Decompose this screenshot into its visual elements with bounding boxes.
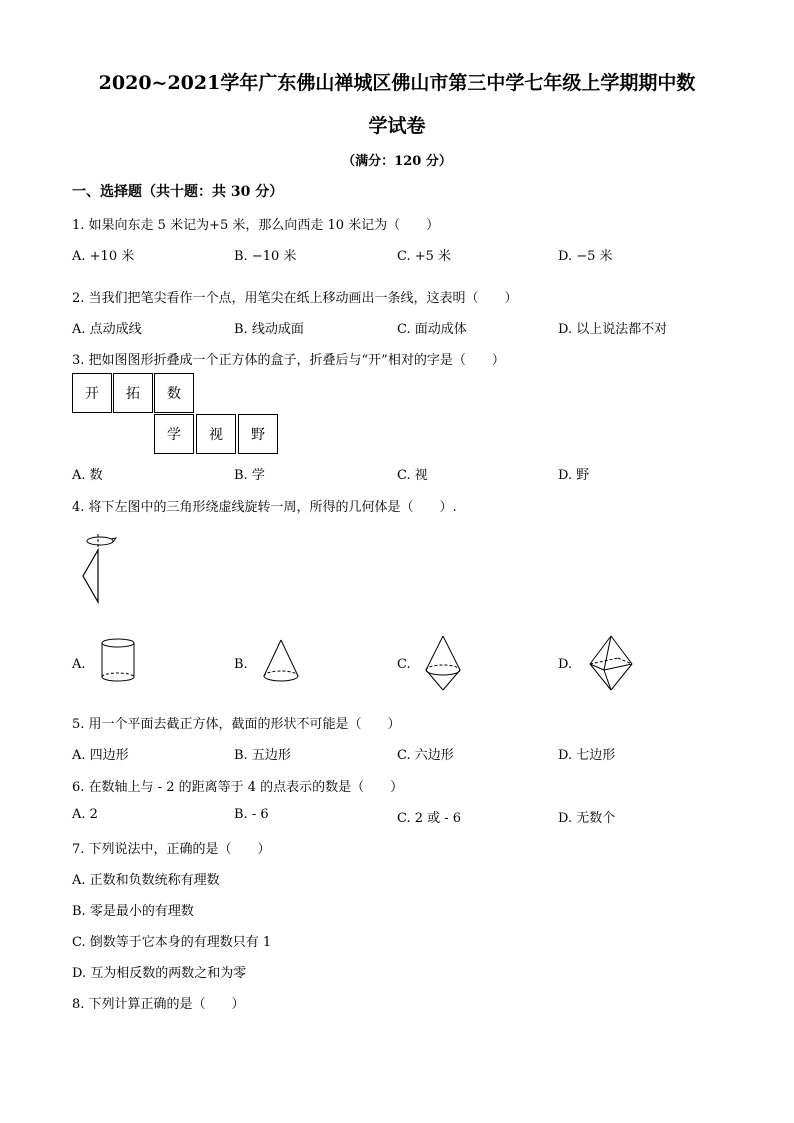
q4-option-c-label[interactable]: C.: [397, 657, 411, 672]
q2-option-b[interactable]: B. 线动成面: [234, 322, 304, 337]
title-line-2: 学试卷: [368, 115, 426, 137]
score-note: （满分：120 分）: [342, 154, 452, 169]
net-cell-6: 野: [238, 414, 278, 454]
question-6-stem: 6. 在数轴上与 - 2 的距离等于 4 的点表示的数是（ ）: [72, 780, 404, 795]
net-cell-1: 开: [72, 373, 112, 413]
net-cell-4: 学: [154, 414, 194, 454]
question-3-stem: 3. 把如图图形折叠成一个正方体的盒子，折叠后与“开”相对的字是（ ）: [72, 353, 505, 368]
q2-option-c[interactable]: C. 面动成体: [397, 322, 467, 337]
question-1-stem: 1. 如果向东走 5 米记为+5 米，那么向西走 10 米记为（ ）: [72, 218, 440, 233]
q5-option-a[interactable]: A. 四边形: [72, 748, 129, 763]
double-cone-icon[interactable]: [424, 634, 462, 692]
q3-option-a[interactable]: A. 数: [72, 468, 103, 483]
rotating-triangle-figure: [80, 532, 130, 607]
q6-option-c[interactable]: C. 2 或 - 6: [397, 811, 462, 826]
title-line-1: 2020~2021学年广东佛山禅城区佛山市第三中学七年级上学期期中数: [98, 72, 696, 94]
net-cell-3: 数: [154, 373, 194, 413]
q1-option-d[interactable]: D. −5 米: [558, 249, 613, 264]
question-5-stem: 5. 用一个平面去截正方体，截面的形状不可能是（ ）: [72, 717, 401, 732]
net-cell-5: 视: [196, 414, 236, 454]
question-4-stem: 4. 将下左图中的三角形绕虚线旋转一周，所得的几何体是（ ）.: [72, 500, 457, 515]
q4-option-d-label[interactable]: D.: [558, 657, 573, 672]
q7-option-d[interactable]: D. 互为相反数的两数之和为零: [72, 966, 247, 981]
q3-option-b[interactable]: B. 学: [234, 468, 265, 483]
question-7-stem: 7. 下列说法中，正确的是（ ）: [72, 842, 271, 857]
q3-option-d[interactable]: D. 野: [558, 468, 590, 483]
q7-option-c[interactable]: C. 倒数等于它本身的有理数只有 1: [72, 935, 272, 950]
question-2-stem: 2. 当我们把笔尖看作一个点，用笔尖在纸上移动画出一条线，这表明（ ）: [72, 291, 518, 306]
double-pyramid-icon[interactable]: [588, 634, 634, 692]
cone-icon[interactable]: [262, 638, 300, 684]
q4-option-b-label[interactable]: B.: [234, 657, 248, 672]
q2-option-d[interactable]: D. 以上说法都不对: [558, 322, 668, 337]
q1-option-c[interactable]: C. +5 米: [397, 249, 452, 264]
q2-option-a[interactable]: A. 点动成线: [72, 322, 142, 337]
q3-option-c[interactable]: C. 视: [397, 468, 428, 483]
q4-option-a-label[interactable]: A.: [72, 657, 86, 672]
question-8-stem: 8. 下列计算正确的是（ ）: [72, 997, 245, 1012]
q1-option-b[interactable]: B. −10 米: [234, 249, 297, 264]
section-heading: 一、选择题（共十题：共 30 分）: [72, 184, 284, 200]
q5-option-b[interactable]: B. 五边形: [234, 748, 291, 763]
q5-option-d[interactable]: D. 七边形: [558, 748, 616, 763]
q6-option-a[interactable]: A. 2: [72, 807, 98, 822]
cylinder-icon[interactable]: [100, 637, 136, 683]
q1-option-a[interactable]: A. +10 米: [72, 249, 135, 264]
q7-option-b[interactable]: B. 零是最小的有理数: [72, 904, 194, 919]
q6-option-b[interactable]: B. - 6: [234, 807, 269, 822]
net-cell-2: 拓: [113, 373, 153, 413]
q7-option-a[interactable]: A. 正数和负数统称有理数: [72, 873, 220, 888]
q6-option-d[interactable]: D. 无数个: [558, 811, 616, 826]
q5-option-c[interactable]: C. 六边形: [397, 748, 454, 763]
